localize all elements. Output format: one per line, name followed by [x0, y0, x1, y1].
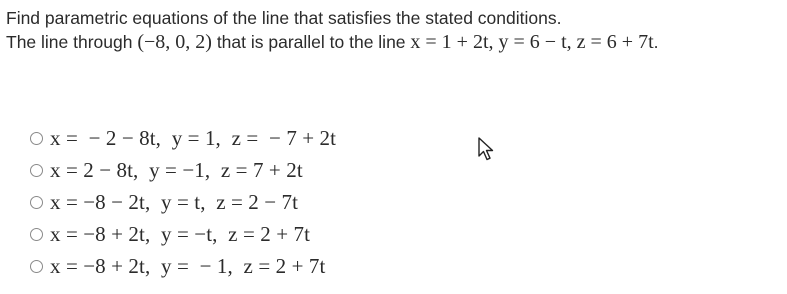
answer-option-2[interactable]	[30, 154, 336, 186]
question-line-2-suffix: .	[653, 32, 659, 52]
answer-option-1[interactable]	[30, 122, 336, 154]
question-line-2	[6, 30, 781, 54]
radio-button[interactable]	[30, 260, 43, 273]
answer-option-label: x = 2 − 8t, y = −1, z = 7 + 2t	[50, 157, 303, 182]
answer-option-label: x = −8 + 2t, y = −t, z = 2 + 7t	[50, 221, 311, 246]
answer-options	[30, 122, 336, 282]
radio-button[interactable]	[30, 228, 43, 241]
radio-button[interactable]	[30, 164, 43, 177]
answer-option-label: x = −8 − 2t, y = t, z = 2 − 7t	[50, 189, 299, 214]
question-line-1: Find parametric equations of the line that satisfies the stated conditions.	[6, 8, 562, 28]
answer-option-4[interactable]	[30, 218, 336, 250]
given-point: (−8, 0, 2)	[137, 31, 212, 53]
answer-option-3[interactable]	[30, 186, 336, 218]
mouse-pointer-icon	[475, 136, 497, 162]
question-line-2-prefix: The line through	[6, 32, 138, 52]
radio-button[interactable]	[30, 132, 43, 145]
question-prompt	[6, 6, 781, 54]
answer-option-label: x = −8 + 2t, y = − 1, z = 2 + 7t	[50, 253, 326, 278]
question-line-2-middle: that is parallel to the line	[211, 32, 411, 52]
answer-option-5[interactable]	[30, 250, 336, 282]
radio-button[interactable]	[30, 196, 43, 209]
given-line-equation: x = 1 + 2t, y = 6 − t, z = 6 + 7t	[410, 31, 654, 53]
answer-option-label: x = − 2 − 8t, y = 1, z = − 7 + 2t	[50, 125, 337, 150]
